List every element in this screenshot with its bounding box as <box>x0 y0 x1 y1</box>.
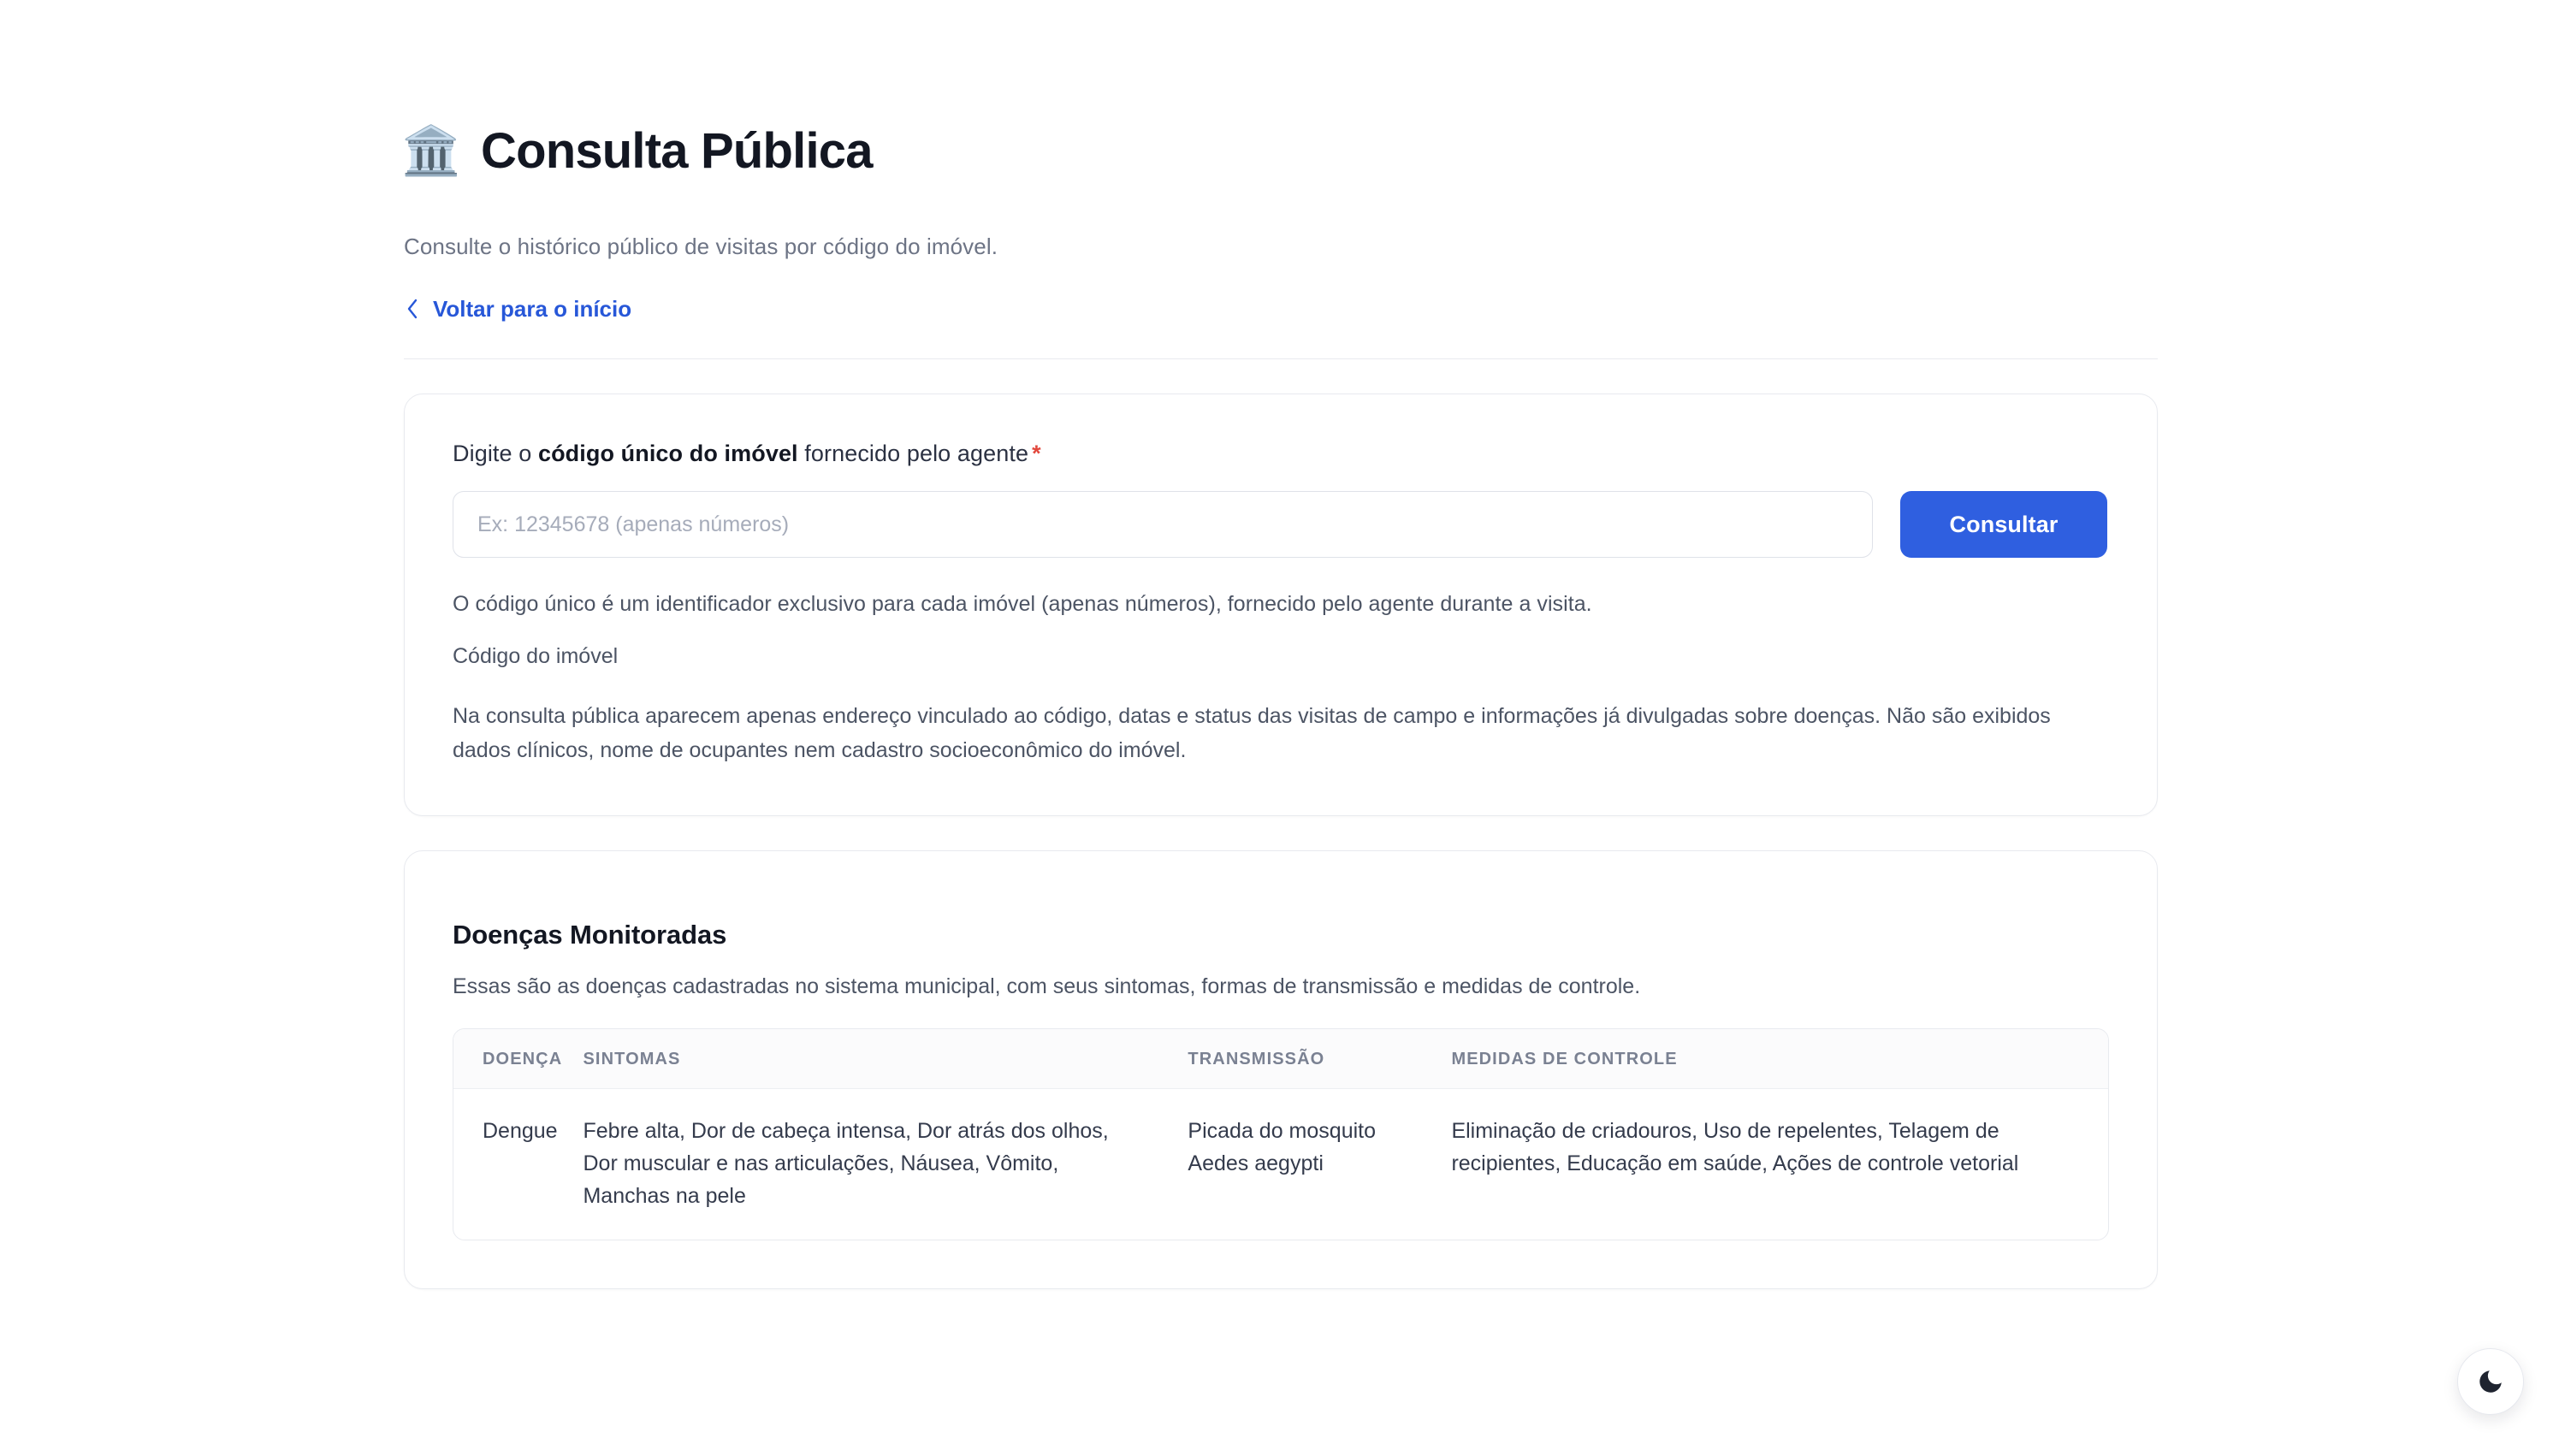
code-label-suffix: fornecido pelo agente <box>797 441 1029 467</box>
column-header-doenca: DOENÇA <box>453 1029 583 1089</box>
cell-sintomas: Febre alta, Dor de cabeça intensa, Dor atrás dos olhos, Dor muscular e nas articulações, Náusea, Vômito, Manchas na pele <box>583 1118 1109 1208</box>
cell-transmissao: Picada do mosquito Aedes aegypti <box>1188 1118 1377 1175</box>
header-divider <box>404 358 2158 359</box>
code-secondary-label: Código do imóvel <box>453 644 619 669</box>
diseases-table-wrapper <box>453 1028 2109 1240</box>
monitored-diseases-card <box>404 850 2158 1289</box>
code-help-text: O código único é um identificador exclusivo para cada imóvel (apenas números), fornecido pelo agente durante a visita. <box>453 592 1592 617</box>
table-header-row <box>453 1029 2108 1089</box>
page-content <box>401 0 2158 1289</box>
column-header-medidas: MEDIDAS DE CONTROLE <box>1451 1029 2108 1089</box>
column-header-sintomas: SINTOMAS <box>583 1029 1188 1089</box>
column-header-transmissao: TRANSMISSÃO <box>1188 1029 1451 1089</box>
required-asterisk: * <box>1032 441 1041 467</box>
moon-icon <box>2476 1367 2505 1396</box>
page-subtitle: Consulte o histórico público de visitas por código do imóvel. <box>404 233 998 259</box>
privacy-note: Na consulta pública aparecem apenas endereço vinculado ao código, datas e status das visitas de campo e informações já divulgadas sobre doenças. Não são exibidos dados clínicos, nome de ocupantes nem cadastro socioeconômico do imóvel. <box>453 704 2051 762</box>
code-field-label <box>453 441 2109 467</box>
diseases-description: Essas são as doenças cadastradas no sistema municipal, com seus sintomas, formas de transmissão e medidas de controle. <box>453 974 1641 998</box>
diseases-table-body <box>453 1088 2108 1240</box>
consult-button[interactable]: Consultar <box>1900 491 2107 558</box>
diseases-title: Doenças Monitoradas <box>453 919 727 950</box>
code-label-prefix: Digite o <box>453 441 538 467</box>
chevron-left-icon <box>404 298 421 320</box>
search-row <box>453 491 2109 558</box>
diseases-table <box>453 1029 2108 1240</box>
cell-medidas: Eliminação de criadouros, Uso de repelentes, Telagem de recipientes, Educação em saúde, Ações de controle vetorial <box>1451 1118 2019 1175</box>
diseases-table-head <box>453 1029 2108 1089</box>
property-code-input[interactable] <box>453 491 1873 558</box>
search-card <box>404 394 2158 816</box>
table-row <box>453 1088 2108 1240</box>
cell-doenca: Dengue <box>483 1118 558 1143</box>
back-to-home-link[interactable] <box>404 296 631 323</box>
page-title: Consulta Pública <box>481 122 873 179</box>
back-to-home-label: Voltar para o início <box>433 295 632 322</box>
page-header <box>401 0 2158 213</box>
theme-toggle-button[interactable] <box>2457 1348 2524 1415</box>
code-label-strong: código único do imóvel <box>537 441 798 467</box>
public-consult-icon: 🏛️ <box>401 123 461 178</box>
